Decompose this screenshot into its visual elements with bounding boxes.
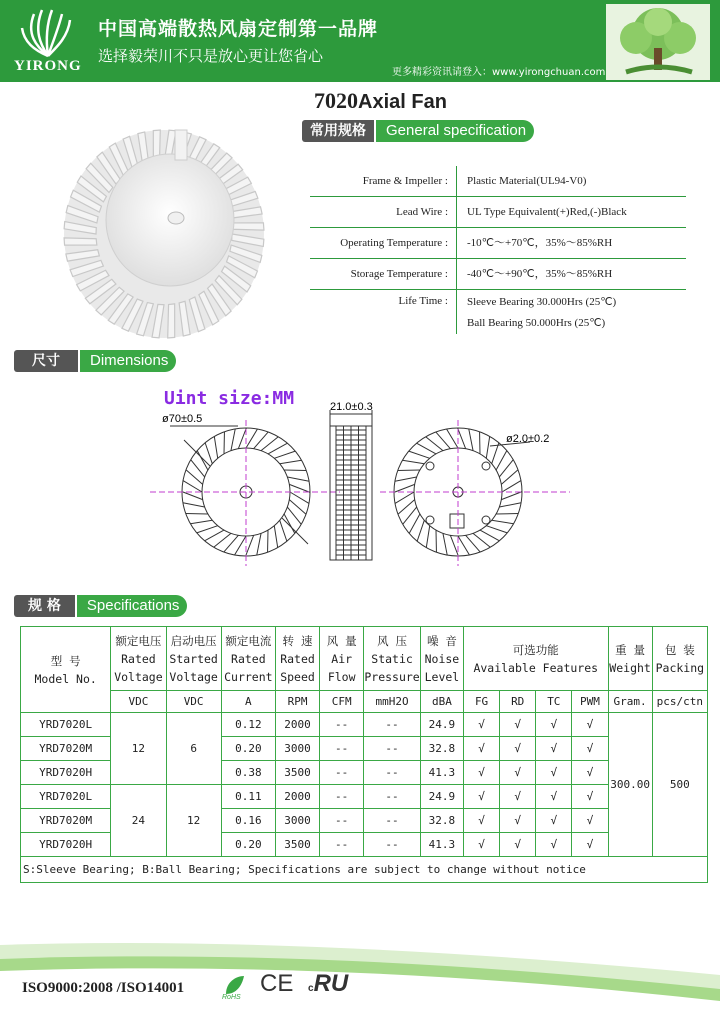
blade-line <box>214 436 217 458</box>
fan-blade <box>168 304 175 338</box>
blade-line <box>280 460 302 463</box>
blade-line <box>183 481 202 492</box>
blade-line <box>182 492 203 500</box>
blade-line <box>473 533 490 547</box>
hole-diameter-label: ø2.0±0.2 <box>506 433 550 445</box>
specifications-tag-en: Specifications <box>77 595 188 617</box>
spec-value: Plastic Material(UL94-V0) <box>467 174 587 187</box>
diameter-label: ø70±0.5 <box>162 413 203 425</box>
table-note: S:Sleeve Bearing; B:Ball Bearing; Specifications are subject to change without notice <box>21 857 708 883</box>
blade-line <box>257 533 261 555</box>
spec-row-storage-temp <box>310 259 686 290</box>
blade-line <box>261 437 278 451</box>
iso-certifications: ISO9000:2008 /ISO14001 <box>22 980 185 996</box>
spec-value: Sleeve Bearing 30.000Hrs (25℃) <box>467 296 617 308</box>
general-spec-tag-en: General specification <box>376 120 534 142</box>
blade-line <box>458 536 469 555</box>
blade-line <box>499 460 513 477</box>
blade-line <box>268 443 287 454</box>
blade-line <box>409 514 420 533</box>
general-spec-tag <box>302 120 534 142</box>
rohs-icon <box>220 972 248 1000</box>
header-banner <box>0 0 720 82</box>
weight-cell: 300.00 <box>608 713 652 857</box>
specifications-tag-cn: 规 格 <box>14 595 75 617</box>
blade-line <box>496 451 507 470</box>
spec-label: Frame & Impeller : <box>362 175 448 187</box>
blade-line <box>417 443 436 454</box>
spec-label: Lead Wire : <box>396 206 448 218</box>
blade-line <box>417 520 424 541</box>
blade-line <box>290 492 309 503</box>
header-features: 可选功能 Available Features <box>464 627 609 691</box>
spec-row-lead-wire <box>310 197 686 228</box>
header-rated-voltage: 额定电压 Rated Voltage <box>111 627 166 691</box>
blade-line <box>214 533 231 547</box>
blade-line <box>287 477 309 481</box>
fan-product-image <box>56 116 266 342</box>
header-started-voltage: 启动电压 Started Voltage <box>166 627 221 691</box>
brand-name: YIRONG <box>14 58 82 74</box>
logo-swirl-icon <box>16 6 80 58</box>
dimension-drawing <box>150 396 590 576</box>
title-model: 7020 <box>314 88 358 113</box>
blade-line <box>238 428 246 449</box>
blade-line <box>426 526 429 548</box>
dimensions-tag-cn: 尺寸 <box>14 350 78 372</box>
svg-text:RoHS: RoHS <box>222 994 241 1000</box>
blade-line <box>191 460 205 477</box>
blade-line <box>480 530 499 541</box>
blade-line <box>205 530 224 541</box>
header-packing: 包 装 Packing <box>652 627 707 691</box>
blade-line <box>287 507 301 524</box>
blade-line <box>246 535 254 556</box>
table-row: YRD7020L 12 6 0.12 2000 -- -- 24.9 √ √ √ √ 300.00 500 <box>21 713 708 737</box>
blade-line <box>458 428 466 449</box>
blade-line <box>486 436 489 458</box>
unit-size-label: Uint size:MM <box>164 388 295 409</box>
blade-line <box>499 503 521 507</box>
blade-line <box>402 460 424 463</box>
footer-swoosh <box>0 925 720 1018</box>
side-view <box>330 426 372 560</box>
header-speed: 转 速 Rated Speed <box>275 627 319 691</box>
table-row: YRD7020H 0.38 3500 -- -- 41.3 √ √ √ √ <box>21 761 708 785</box>
blade-line <box>443 533 447 555</box>
spec-row-life-time <box>310 290 686 334</box>
blade-line <box>501 492 522 500</box>
note-row <box>21 857 708 883</box>
blade-line <box>280 520 287 541</box>
header-rated-current: 额定电流 Rated Current <box>221 627 275 691</box>
spec-value: Ball Bearing 50.000Hrs (25℃) <box>467 317 606 329</box>
title-name: Axial Fan <box>358 91 447 113</box>
blade-line <box>274 451 295 458</box>
general-spec-table <box>310 166 686 334</box>
general-spec-tag-cn: 常用规格 <box>302 120 374 142</box>
spec-row-operating-temp <box>310 228 686 259</box>
header-url[interactable]: 更多精彩资讯请登入：www.yirongchuan.com <box>392 67 606 78</box>
blade-line <box>246 429 257 448</box>
fan-blade <box>231 223 264 230</box>
header-model: 型 号 Model No. <box>21 627 111 713</box>
tree-icon <box>606 4 710 80</box>
blade-line <box>450 535 458 556</box>
spec-label: Storage Temperature : <box>350 268 448 280</box>
table-row: YRD7020M 0.16 3000 -- -- 32.8 √ √ √ √ <box>21 809 708 833</box>
blade-line <box>394 484 415 492</box>
specifications-tag <box>14 595 187 617</box>
blade-line <box>409 451 430 458</box>
blade-line <box>492 520 514 523</box>
blade-line <box>403 507 417 524</box>
blade-line <box>395 477 417 481</box>
header-weight: 重 量 Weight <box>608 627 652 691</box>
page-title <box>314 88 447 114</box>
blade-line <box>284 514 295 533</box>
thickness-label: 21.0±0.3 <box>330 401 373 413</box>
table-row: YRD7020L 24 12 0.11 2000 -- -- 24.9 √ √ √ √ <box>21 785 708 809</box>
table-row: YRD7020H 0.20 3500 -- -- 41.3 √ √ √ √ <box>21 833 708 857</box>
blade-line <box>231 429 235 451</box>
ce-mark-icon: CE <box>260 970 294 997</box>
blade-line <box>190 520 212 523</box>
blade-line <box>183 503 205 507</box>
packing-cell: 500 <box>652 713 707 857</box>
spec-label: Operating Temperature : <box>340 237 448 249</box>
header-slogan-1: 中国高端散热风扇定制第一品牌 <box>98 18 379 40</box>
blade-line <box>205 443 212 464</box>
specifications-table <box>20 626 708 883</box>
header-pressure: 风 压 Static Pressure <box>364 627 421 691</box>
blade-line <box>502 481 521 492</box>
blade-line <box>197 526 218 533</box>
header-slogan-2: 选择毅荣川不只是放心更让您省心 <box>98 47 324 65</box>
blade-line <box>486 526 507 533</box>
spec-label: Life Time : <box>398 295 448 307</box>
blade-line <box>197 451 208 470</box>
spec-value: UL Type Equivalent(+)Red,(-)Black <box>467 205 627 218</box>
blade-line <box>289 484 310 492</box>
units-row: VDC VDC A RPM CFM mmH2O dBA FG RD TC PWM Gram. pcs/ctn <box>21 691 708 713</box>
ul-mark-icon: cRU <box>308 970 349 997</box>
blade-line <box>469 429 473 451</box>
blade-line <box>395 492 414 503</box>
header-noise: 噪 音 Noise Level <box>420 627 463 691</box>
blade-line <box>426 437 443 451</box>
blade-line <box>274 526 277 548</box>
spec-row-frame <box>310 166 686 197</box>
table-row: YRD7020M 0.20 3000 -- -- 32.8 √ √ √ √ <box>21 737 708 761</box>
header-airflow: 风 量 Air Flow <box>320 627 364 691</box>
dimensions-tag <box>14 350 176 372</box>
fan-blade <box>64 238 97 245</box>
dimensions-tag-en: Dimensions <box>80 350 176 372</box>
spec-value: -40℃～+90℃，35%～85%RH <box>467 267 613 280</box>
blade-line <box>447 429 458 448</box>
blade-line <box>235 536 246 555</box>
spec-value: -10℃～+70℃，35%～85%RH <box>467 236 613 249</box>
